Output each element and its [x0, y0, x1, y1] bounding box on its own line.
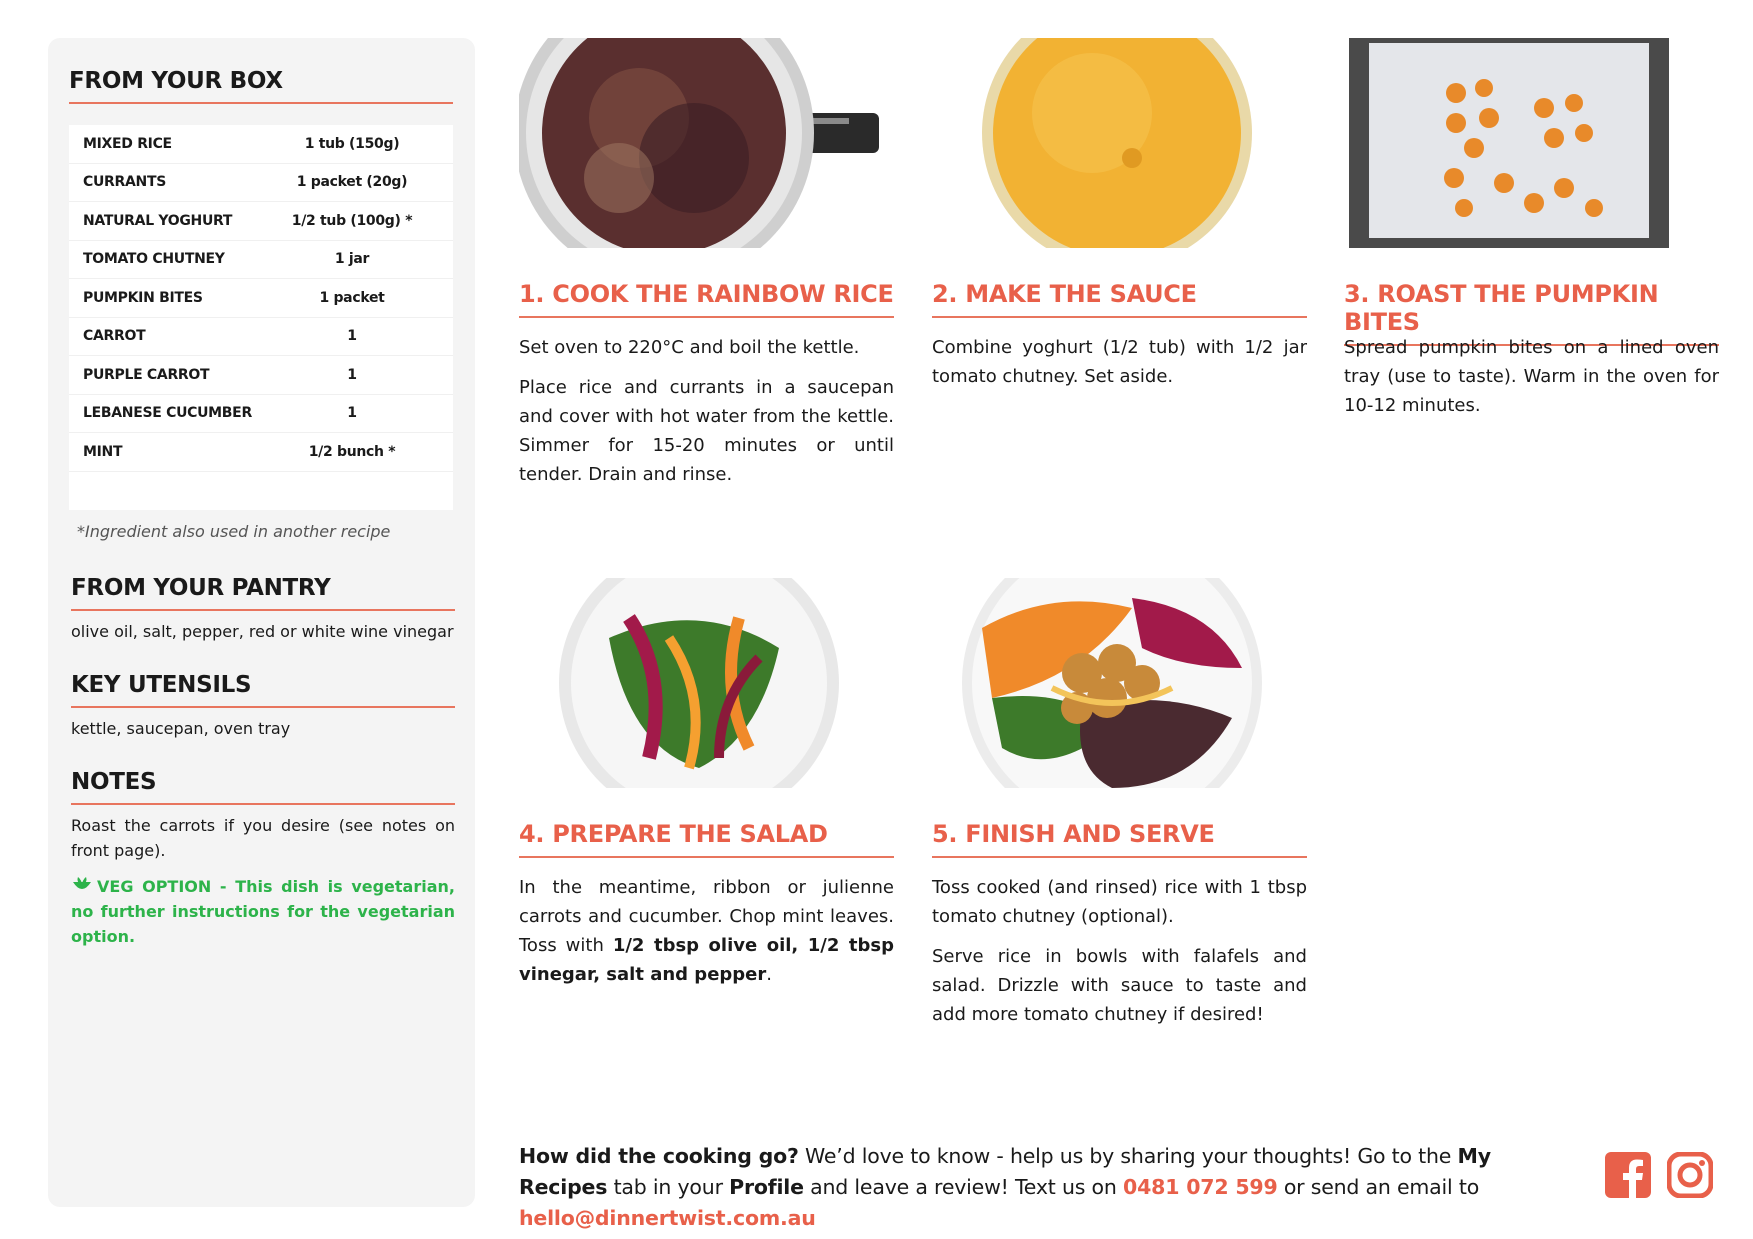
step-paragraph: Serve rice in bowls with falafels and salad. Drizzle with sauce to taste and add more tomato chutney if desired! — [932, 946, 1307, 1025]
step-text: . — [766, 964, 772, 985]
ingredient-qty: 1 — [347, 405, 357, 422]
ingredient-row — [69, 356, 453, 395]
step-paragraph: Place rice and currants in a saucepan and cover with hot water from the kettle. Simmer for 15-20 minutes or until tender. Drain and rinse. — [519, 377, 894, 485]
ingredient-row — [69, 395, 453, 434]
ingredient-row — [69, 164, 453, 203]
step-title: 5. FINISH AND SERVE — [932, 820, 1307, 858]
ingredient-qty: 1/2 tub (100g) * — [291, 212, 413, 229]
veg-option-note — [71, 874, 455, 949]
ingredient-row — [69, 241, 453, 280]
ingredient-name: PUMPKIN BITES — [83, 289, 203, 306]
ingredient-qty: 1 — [347, 328, 357, 345]
yoghurt-chutney-sauce-photo — [932, 38, 1307, 248]
from-your-box-heading: FROM YOUR BOX — [69, 68, 453, 104]
feedback-question: How did the cooking go? — [519, 1144, 799, 1168]
ingredient-qty: 1 packet — [319, 289, 385, 306]
footer-text: We’d love to know - help us by sharing your thoughts! Go to the — [798, 1144, 1458, 1168]
step-paragraph: Combine yoghurt (1/2 tub) with 1/2 jar tomato chutney. Set aside. — [932, 337, 1307, 387]
my-recipes-label: My Recipes — [519, 1144, 1491, 1199]
ingredient-footnote: *Ingredient also used in another recipe — [77, 522, 391, 541]
ingredient-name: PURPLE CARROT — [83, 366, 210, 383]
ingredient-row — [69, 202, 453, 241]
step-title: 2. MAKE THE SAUCE — [932, 280, 1307, 318]
veg-option-text: VEG OPTION - This dish is vegetarian, no further instructions for the vegetarian option. — [71, 877, 455, 946]
ingredient-name: CURRANTS — [83, 174, 166, 191]
feedback-footer — [519, 1141, 1579, 1234]
step-title: 3. ROAST THE PUMPKIN BITES — [1344, 280, 1719, 346]
ingredient-name: MIXED RICE — [83, 135, 172, 152]
pumpkin-bites-tray-photo — [1344, 38, 1719, 248]
pantry-heading: FROM YOUR PANTRY — [71, 575, 455, 611]
step-text: In the meantime, ribbon or julienne carrots and cucumber. Chop mint leaves. Toss with — [519, 877, 894, 956]
rice-in-strainer-photo — [519, 38, 894, 248]
utensils-heading: KEY UTENSILS — [71, 672, 455, 708]
ingredient-name: TOMATO CHUTNEY — [83, 251, 225, 268]
step-title: 1. COOK THE RAINBOW RICE — [519, 280, 894, 318]
footer-text: tab in your — [607, 1175, 730, 1199]
footer-text: and leave a review! Text us on — [803, 1175, 1123, 1199]
step-paragraph: Toss cooked (and rinsed) rice with 1 tbsp tomato chutney (optional). — [932, 877, 1307, 927]
ingredients-table — [69, 125, 453, 510]
notes-text: Roast the carrots if you desire (see notes on front page). — [71, 816, 455, 860]
step-body — [932, 873, 1307, 1040]
email-link[interactable]: hello@dinnertwist.com.au — [519, 1206, 816, 1230]
step-body — [932, 333, 1307, 402]
ingredient-row — [69, 279, 453, 318]
profile-label: Profile — [729, 1175, 804, 1199]
ingredient-name: CARROT — [83, 328, 146, 345]
ingredient-name: LEBANESE CUCUMBER — [83, 405, 252, 422]
ingredient-qty: 1/2 bunch * — [308, 443, 396, 460]
footer-text: or send an email to — [1277, 1175, 1480, 1199]
notes-heading: NOTES — [71, 769, 455, 805]
ingredient-qty: 1 packet (20g) — [296, 174, 408, 191]
ingredient-qty: 1 — [347, 366, 357, 383]
ingredient-qty: 1 tub (150g) — [304, 135, 400, 152]
step-body — [519, 333, 894, 500]
step-body — [519, 873, 894, 1000]
ingredient-qty: 1 jar — [334, 251, 370, 268]
step-paragraph: Set oven to 220°C and boil the kettle. — [519, 337, 860, 358]
ingredient-name: NATURAL YOGHURT — [83, 212, 233, 229]
utensils-text: kettle, saucepan, oven tray — [71, 719, 291, 738]
instagram-icon[interactable] — [1667, 1152, 1713, 1198]
ingredient-row — [69, 318, 453, 357]
facebook-icon[interactable] — [1605, 1152, 1651, 1198]
step-bold-text: 1/2 tbsp olive oil, 1/2 tbsp vinegar, salt and pepper — [519, 935, 894, 985]
ribbon-salad-bowl-photo — [519, 578, 894, 788]
step-paragraph — [519, 873, 894, 989]
ingredient-name: MINT — [83, 443, 123, 460]
ingredients-sidebar — [48, 38, 475, 1207]
ingredient-row — [69, 125, 453, 164]
veg-leaf-icon — [71, 876, 93, 894]
step-paragraph: Spread pumpkin bites on a lined oven tray (use to taste). Warm in the oven for 10-12 minutes. — [1344, 337, 1719, 416]
finished-bowl-photo — [932, 578, 1307, 788]
step-title: 4. PREPARE THE SALAD — [519, 820, 894, 858]
phone-link[interactable]: 0481 072 599 — [1123, 1175, 1278, 1199]
pantry-text: olive oil, salt, pepper, red or white wine vinegar — [71, 622, 454, 641]
step-body — [1344, 333, 1719, 431]
ingredient-row — [69, 433, 453, 472]
